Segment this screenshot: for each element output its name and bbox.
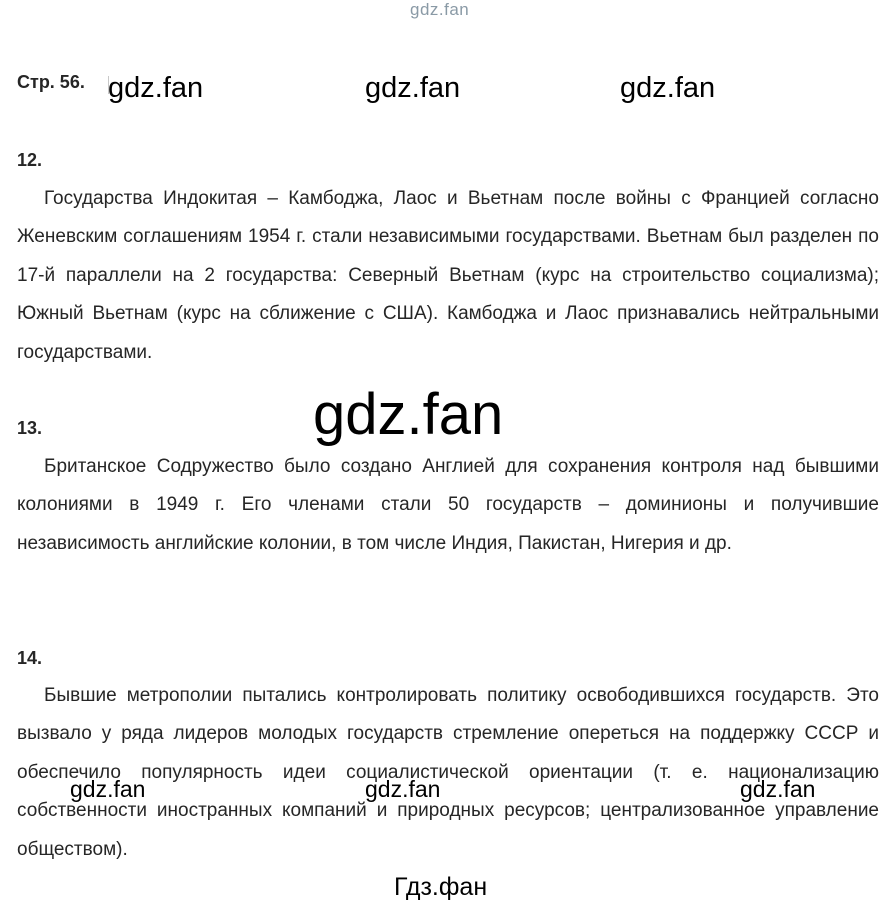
section-number-14: 14.	[17, 648, 43, 668]
watermark-header-2: gdz.fan	[365, 72, 461, 104]
watermark-header-1: gdz.fan	[108, 72, 204, 104]
watermark-overlay-2: gdz.fan	[365, 776, 441, 802]
section-number-13: 13.	[17, 418, 43, 438]
page-reference: Стр. 56.	[17, 72, 85, 92]
watermark-header-3: gdz.fan	[620, 72, 716, 104]
watermark-overlay-1: gdz.fan	[70, 776, 146, 802]
watermark-bottom: Гдз.фан	[394, 873, 488, 901]
section-text-13: Британское Содружество было создано Англией для сохранения контроля над бывшими колониями в 1949 г. Его членами стали 50 государств – доминионы и получившие независимость английские колонии, в том числе Индия, Пакистан, Нигерия и др.	[17, 456, 879, 554]
watermark-large: gdz.fan	[313, 382, 504, 447]
watermark-overlay-3: gdz.fan	[740, 776, 816, 802]
watermark-top: gdz.fan	[410, 0, 470, 19]
section-text-14: Бывшие метрополии пытались контролировать политику освободившихся государств. Это вызвало у ряда лидеров молодых государств стремление опереться на поддержку СССР и обеспечило популярность идеи социалистической ориентации (т. е. национализацию собственности иностранных компаний и природных ресурсов; централизованное управление обществом).	[17, 685, 879, 860]
section-number-12: 12.	[17, 150, 43, 170]
section-text-12: Государства Индокитая – Камбоджа, Лаос и Вьетнам после войны с Францией согласно Женевским соглашениям 1954 г. стали независимыми государствами. Вьетнам был разделен по 17-й параллели на 2 государства: Северный Вьетнам (курс на строительство социализма); Южный Вьетнам (курс на сближение с США). Камбоджа и Лаос признавались нейтральными государствами.	[17, 188, 879, 363]
